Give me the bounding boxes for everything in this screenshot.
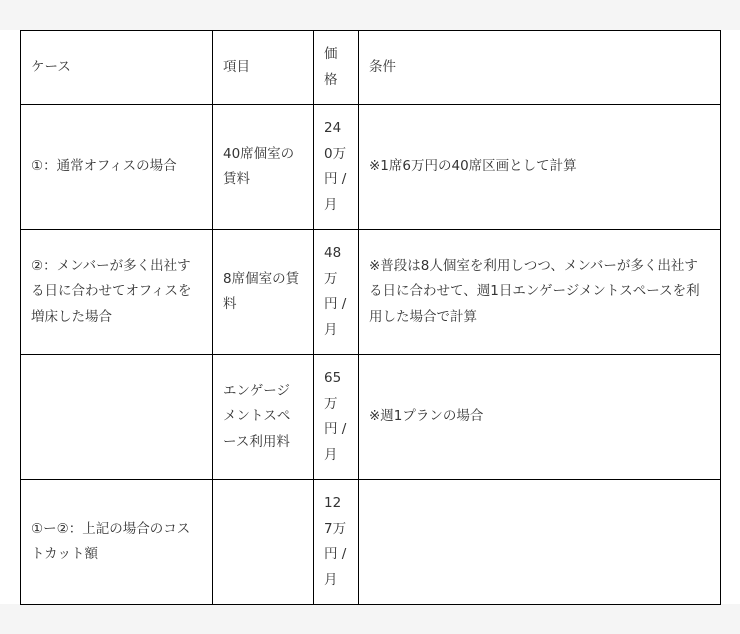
table-header-row <box>21 31 721 105</box>
cell-price: 240万円 / 月 <box>314 105 359 230</box>
header-case: ケース <box>21 31 213 105</box>
cell-item: 40席個室の賃料 <box>213 105 314 230</box>
cell-condition <box>359 480 721 605</box>
cell-price: 65万円 / 月 <box>314 355 359 480</box>
cell-item <box>213 480 314 605</box>
content-area <box>0 30 740 604</box>
cell-case: ①：通常オフィスの場合 <box>21 105 213 230</box>
cost-comparison-table <box>20 30 721 605</box>
cell-case: ②：メンバーが多く出社する日に合わせてオフィスを増床した場合 <box>21 230 213 355</box>
cell-item: エンゲージメントスペース利用料 <box>213 355 314 480</box>
table-row <box>21 105 721 230</box>
cell-condition: ※1席6万円の40席区画として計算 <box>359 105 721 230</box>
cell-price: 127万円 / 月 <box>314 480 359 605</box>
cell-condition: ※普段は8人個室を利用しつつ、メンバーが多く出社する日に合わせて、週1日エンゲージメントスペースを利用した場合で計算 <box>359 230 721 355</box>
cell-item: 8席個室の賃料 <box>213 230 314 355</box>
cell-case <box>21 355 213 480</box>
header-item: 項目 <box>213 31 314 105</box>
cell-price: 48万円 / 月 <box>314 230 359 355</box>
table-row <box>21 480 721 605</box>
cell-condition: ※週1プランの場合 <box>359 355 721 480</box>
table-row <box>21 230 721 355</box>
cell-case: ①ー②：上記の場合のコストカット額 <box>21 480 213 605</box>
header-condition: 条件 <box>359 31 721 105</box>
table-row <box>21 355 721 480</box>
header-price: 価格 <box>314 31 359 105</box>
